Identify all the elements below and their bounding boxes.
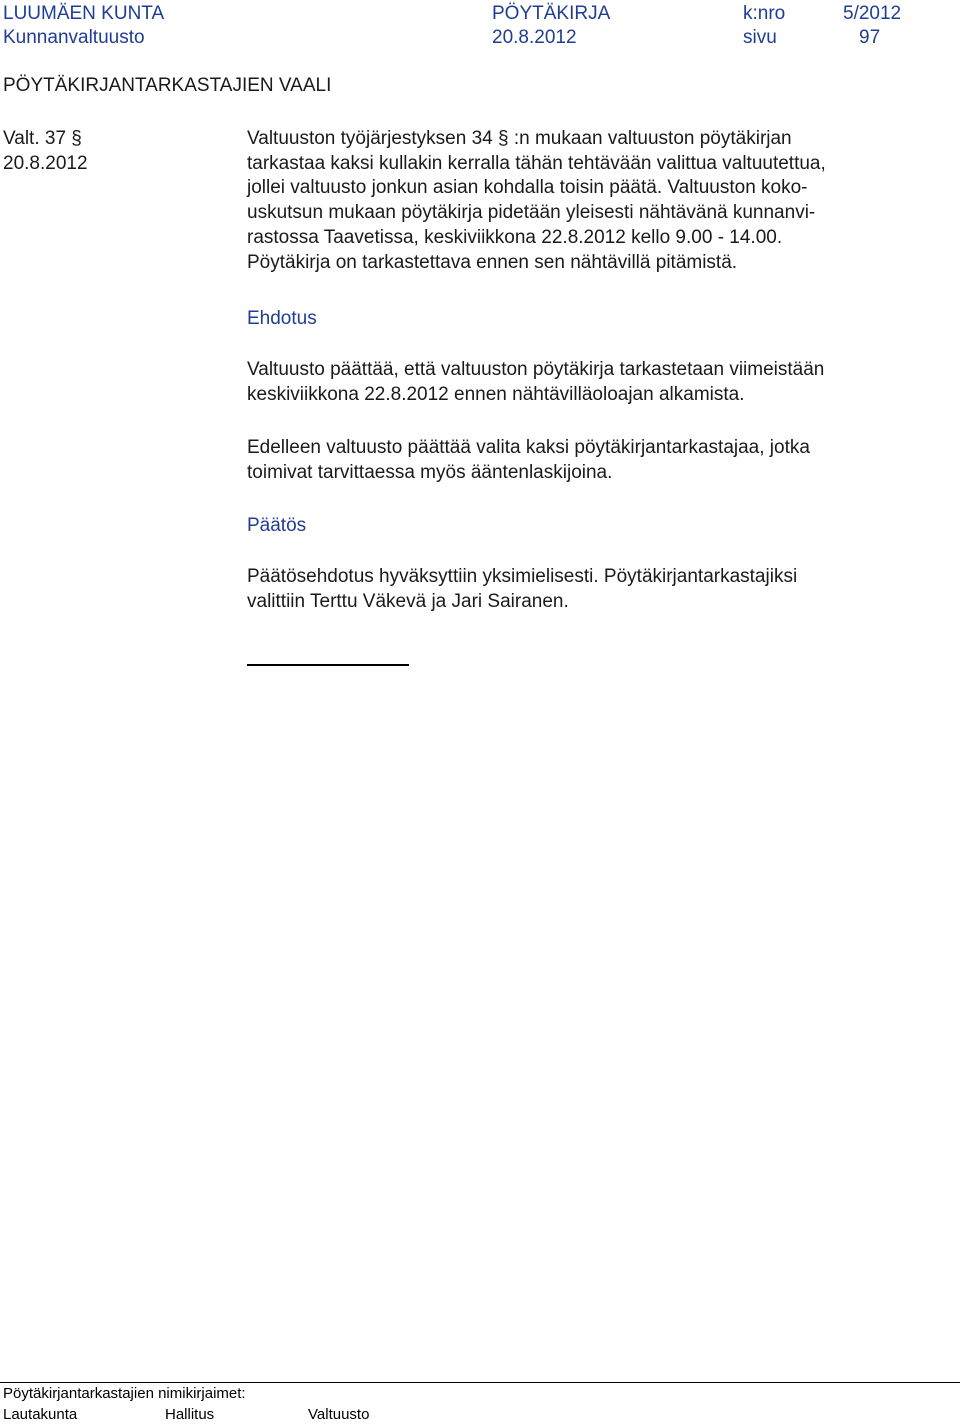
page-label: sivu [743,27,777,48]
intro-line: jollei valtuusto jonkun asian kohdalla toisin päätä. Valtuuston koko- [247,177,808,199]
decision-heading: Päätös [247,515,307,536]
footer-col-valtuusto: Valtuusto [308,1406,370,1423]
footer-col-hallitus: Hallitus [165,1406,215,1423]
intro-line: tarkastaa kaksi kullakin kerralla tähän tehtävään valittua valtuutettua, [247,152,826,174]
footer-rule [0,1382,960,1383]
proposal-line: keskiviikkona 22.8.2012 ennen nähtävilläoloajan alkamista. [247,383,745,405]
proposal-line: Edelleen valtuusto päättää valita kaksi pöytäkirjantarkastajaa, jotka [247,437,810,458]
intro-line: uskutsun mukaan pöytäkirja pidetään yleisesti nähtävänä kunnanvi- [247,202,816,224]
section-ref-date: 20.8.2012 [3,153,88,174]
body-name: Kunnanvaltuusto [3,27,145,48]
organization-name: LUUMÄEN KUNTA [3,3,165,24]
intro-line: rastossa Taavetissa, keskiviikkona 22.8.2012 kello 9.00 - 14.00. [247,226,783,248]
intro-line: Valtuuston työjärjestyksen 34 § :n mukaan valtuuston pöytäkirjan [247,128,792,149]
end-rule [247,664,409,666]
doc-type: PÖYTÄKIRJA [492,3,611,24]
proposal-paragraph-2 [247,436,947,485]
page-number: 97 [859,27,881,48]
decision-line: valittiin Terttu Väkevä ja Jari Sairanen. [247,590,569,612]
signatures-label: Pöytäkirjantarkastajien nimikirjaimet: [3,1385,246,1402]
proposal-paragraph [247,358,947,407]
proposal-line: Valtuusto päättää, että valtuuston pöytäkirja tarkastetaan viimeistään [247,359,825,380]
meeting-date: 20.8.2012 [492,27,577,48]
decision-line: Päätösehdotus hyväksyttiin yksimielisesti. Pöytäkirjantarkastajiksi [247,566,798,587]
intro-paragraph [247,127,947,275]
section-title: PÖYTÄKIRJANTARKASTAJIEN VAALI [3,75,332,96]
section-ref: Valt. 37 § [3,128,82,149]
intro-line: Pöytäkirja on tarkastettava ennen sen nähtävillä pitämistä. [247,251,738,273]
knro-value: 5/2012 [843,3,902,24]
decision-paragraph [247,565,947,614]
footer-col-lautakunta: Lautakunta [3,1406,78,1423]
knro-label: k:nro [743,3,786,24]
proposal-heading: Ehdotus [247,308,317,329]
proposal-line: toimivat tarvittaessa myös ääntenlaskijoina. [247,461,613,483]
